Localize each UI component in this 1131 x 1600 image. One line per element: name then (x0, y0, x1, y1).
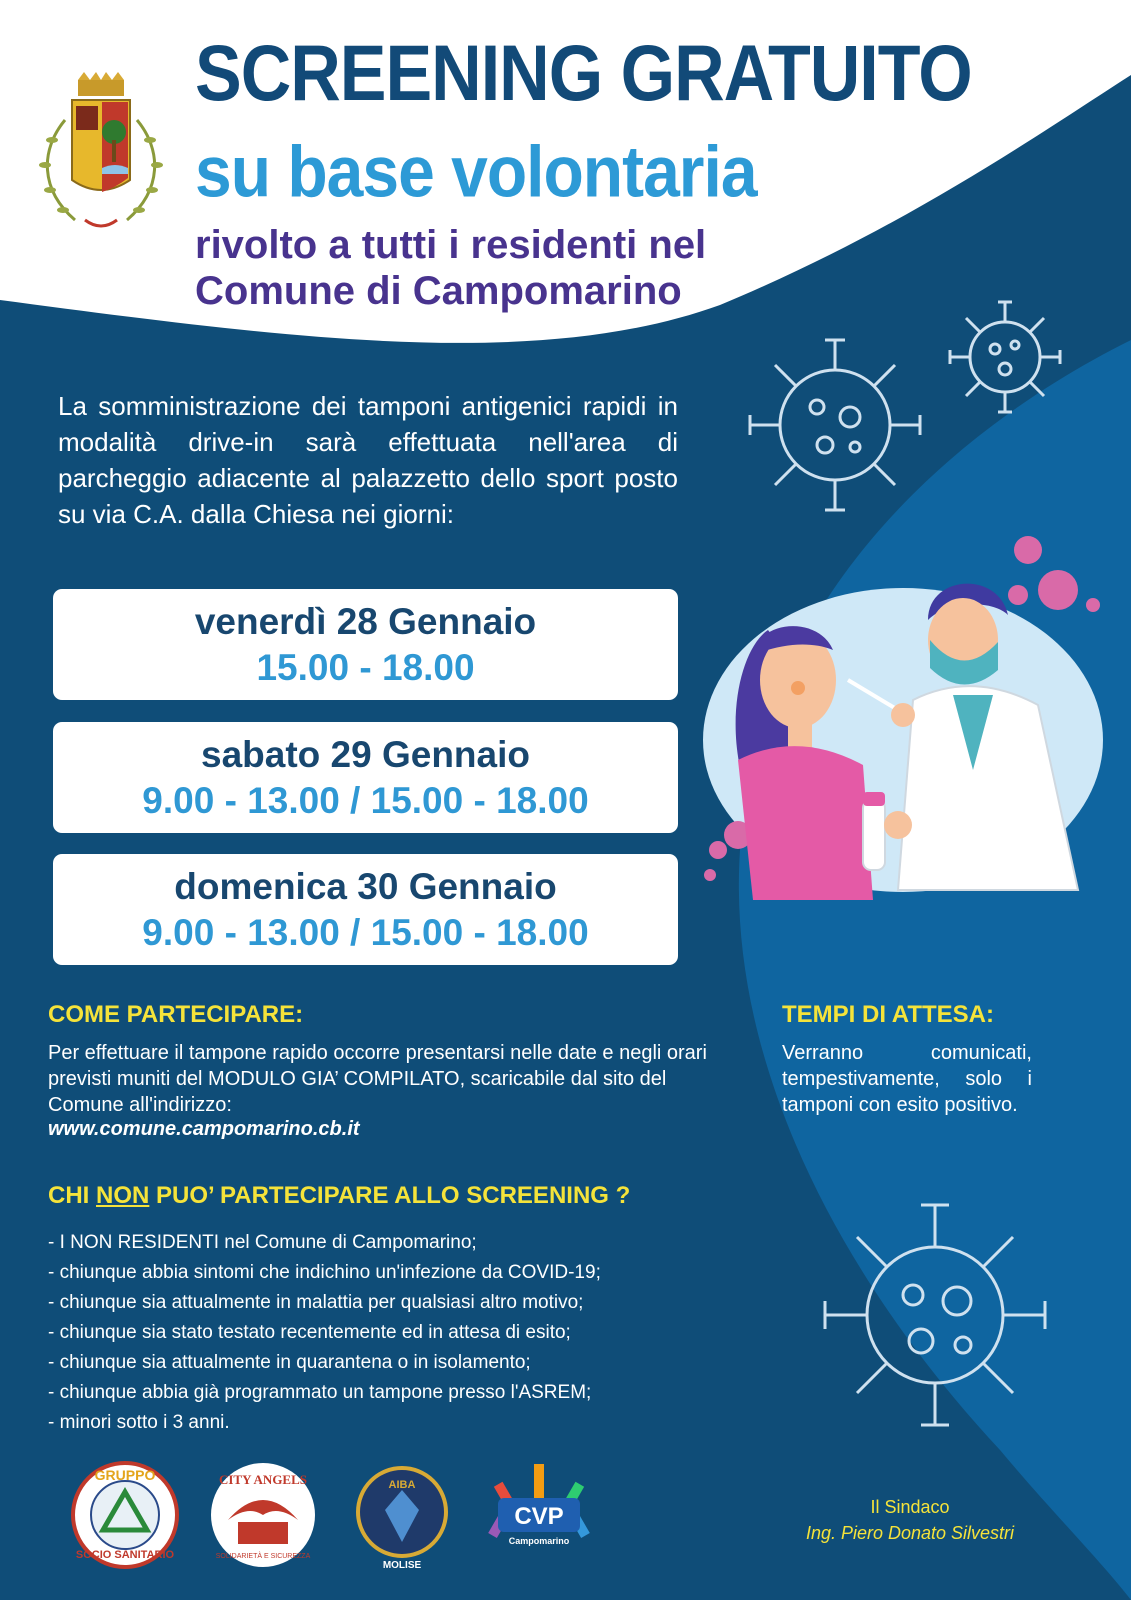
signature-role: Il Sindaco (870, 1497, 950, 1517)
intro-text: La somministrazione dei tamponi antigenici rapidi in modalità drive-in sarà effettuata nell'area di parcheggio adiacente al palazzetto dello sport posto su via C.A. dalla Chiesa nei giorni: (58, 391, 678, 529)
logo-text: MOLISE (382, 1560, 422, 1570)
swab-test-illustration (698, 530, 1118, 930)
date-card-saturday (53, 722, 678, 833)
cvp-campomarino-logo (484, 1460, 594, 1570)
list-item: - chiunque abbia già programmato un tampone presso l'ASREM; (48, 1382, 592, 1403)
chi-non-heading (48, 1182, 630, 1210)
chi-non-heading-before: CHI (48, 1182, 96, 1209)
tempi-attesa-text: Verranno comunicati, tempestivamente, solo i tamponi con esito positivo. (782, 1042, 1032, 1116)
virus-outline-icon (940, 292, 1070, 422)
chi-non-heading-underlined: NON (96, 1182, 150, 1209)
chi-non-heading-after: PUO’ PARTECIPARE ALLO SCREENING ? (149, 1182, 631, 1209)
exclusion-list (48, 1228, 601, 1438)
date-hours: 15.00 - 18.00 (256, 647, 475, 688)
target-audience (195, 222, 706, 314)
come-partecipare-section (48, 1040, 728, 1141)
list-item: - chiunque abbia sintomi che indichino un'infezione da COVID-19; (48, 1262, 601, 1283)
date-card-sunday (53, 854, 678, 965)
mayor-signature (770, 1494, 1050, 1546)
virus-outline-icon (730, 320, 940, 530)
municipal-crest-icon (30, 70, 172, 242)
date-hours: 9.00 - 13.00 / 15.00 - 18.00 (142, 912, 589, 953)
signature-name: Ing. Piero Donato Silvestri (805, 1523, 1015, 1543)
date-card-friday (53, 589, 678, 700)
date-day: domenica 30 Gennaio (174, 866, 557, 907)
logo-text: GRUPPO (94, 1467, 156, 1483)
date-day: venerdì 28 Gennaio (194, 601, 537, 642)
page-title: SCREENING GRATUITO (195, 29, 972, 117)
gruppo-socio-sanitario-logo (70, 1460, 180, 1570)
logo-text: SOLIDARIETÀ E SICUREZZA (215, 1553, 311, 1560)
logo-text: AIBA (388, 1479, 416, 1491)
aiba-molise-logo (347, 1460, 457, 1570)
tempi-attesa-heading: TEMPI DI ATTESA: (782, 1001, 994, 1028)
list-item: - chiunque sia stato testato recentemente ed in attesa di esito; (48, 1322, 571, 1343)
logo-text: ITALIA (252, 1515, 274, 1522)
come-partecipare-heading: COME PARTECIPARE: (48, 1001, 304, 1028)
virus-outline-icon (800, 1180, 1070, 1450)
logo-text: CITY ANGELS (218, 1472, 308, 1487)
target-audience-line2: Comune di Campomarino (195, 269, 682, 313)
list-item: - chiunque sia attualmente in quarantena o in isolamento; (48, 1352, 531, 1373)
list-item: - I NON RESIDENTI nel Comune di Campomarino; (48, 1232, 477, 1253)
target-audience-line1: rivolto a tutti i residenti nel (195, 223, 707, 267)
list-item: - chiunque sia attualmente in malattia per qualsiasi altro motivo; (48, 1292, 584, 1313)
page-subtitle: su base volontaria (195, 130, 757, 212)
logo-text: SOCIO SANITARIO (75, 1549, 175, 1561)
date-hours: 9.00 - 13.00 / 15.00 - 18.00 (142, 780, 589, 821)
website-link[interactable]: www.comune.campomarino.cb.it (48, 1118, 360, 1140)
city-angels-logo (208, 1460, 318, 1570)
list-item: - minori sotto i 3 anni. (48, 1412, 230, 1433)
come-partecipare-text: Per effettuare il tampone rapido occorre presentarsi nelle date e negli orari previsti muniti del MODULO GIA’ COMPILATO, scaricabile dal sito del Comune all'indirizzo: (48, 1042, 707, 1116)
logo-text: CVP (514, 1503, 564, 1530)
date-day: sabato 29 Gennaio (201, 734, 530, 775)
logo-text: Campomarino (508, 1536, 570, 1546)
